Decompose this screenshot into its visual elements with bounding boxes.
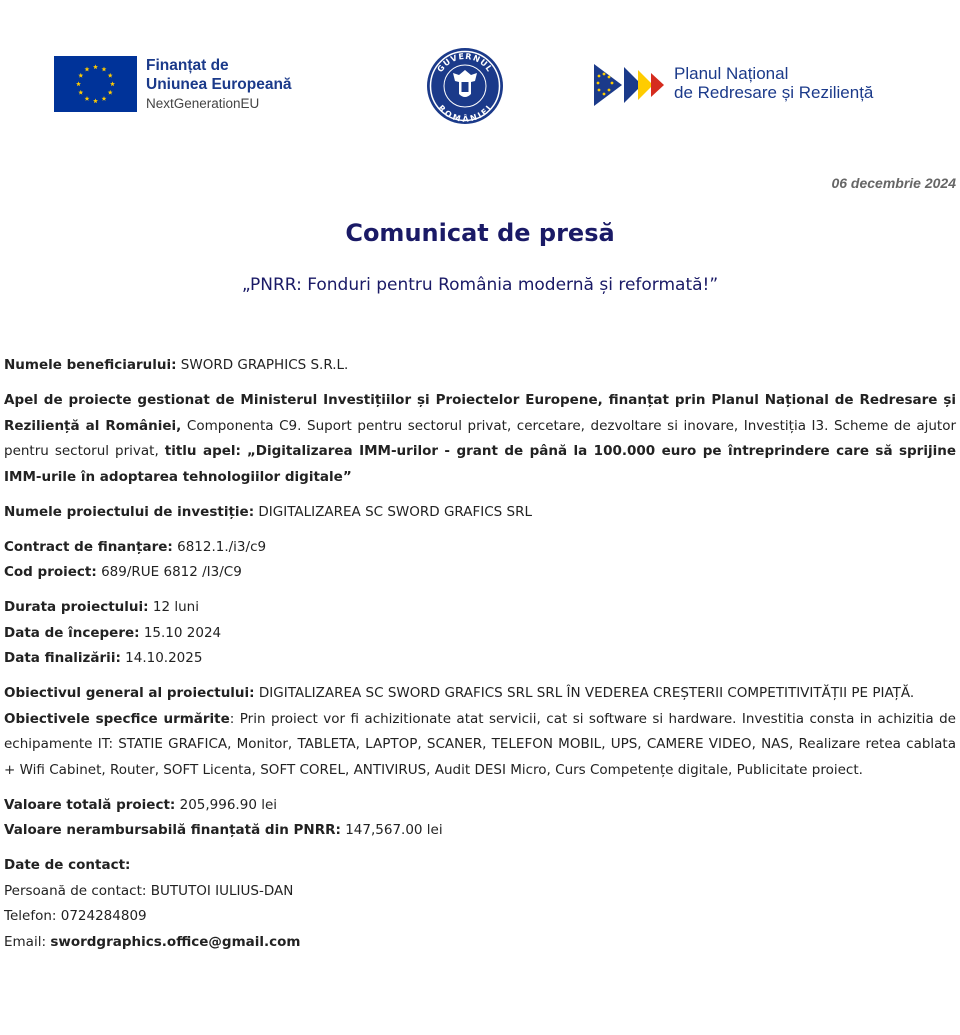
general-objective-row	[4, 681, 956, 707]
specific-objectives-value: : Prin proiect vor fi achizitionate atat servicii, cat si software si hardware. Investitia consta in achizitia de echipamente IT: STATIE GRAFICA, Monitor, TABLETA, LAPTOP, SCANER, TELEFON MOBIL, UPS, CAMERE VIDEO, NAS, Realizare retea cablata + Wifi Cabinet, Router, SOFT Licenta, SOFT COREL, ANTIVIRUS, Audit DESI Micro, Curs Competențe digitale, Publicitate proiect.	[4, 710, 956, 778]
beneficiary-value: SWORD GRAPHICS S.R.L.	[180, 357, 349, 373]
page-subtitle: „PNRR: Fonduri pentru România modernă și reformată!”	[241, 275, 719, 295]
specific-objectives-row	[4, 707, 956, 784]
duration-label: Durata proiectului:	[4, 599, 149, 615]
call-bold-text: Apel de proiecte gestionat de Ministerul Investițiilor și Proiectelor Europene, finanțat prin Planul Național de Redresare și Reziliență al României,	[4, 392, 956, 434]
contact-heading-text: Date de contact:	[4, 857, 131, 873]
eu-logo-line3: NextGenerationEU	[146, 96, 260, 111]
press-release-body	[4, 353, 956, 955]
start-date-row	[4, 621, 956, 647]
project-code-value: 689/RUE 6812 /I3/C9	[101, 564, 242, 580]
start-date-value: 15.10 2024	[143, 624, 222, 641]
pnrr-arrows-icon	[594, 64, 668, 110]
email-row	[4, 930, 956, 956]
project-code-row	[4, 560, 956, 586]
duration-row	[4, 595, 956, 621]
pnrr-logo	[594, 62, 924, 108]
general-objective-value: DIGITALIZAREA SC SWORD GRAFICS SRL SRL ÎN VEDEREA CREȘTERII COMPETITIVITĂȚII PE PIAȚĂ.	[258, 685, 915, 701]
phone-label: Telefon:	[4, 908, 57, 924]
project-name-row	[4, 500, 956, 526]
contact-person-row	[4, 879, 956, 905]
total-value-amount: 205,996.90 lei	[179, 796, 278, 813]
call-paragraph	[4, 388, 956, 490]
start-date-label: Data de începere:	[4, 624, 140, 641]
grant-value-amount: 147,567.00 lei	[345, 822, 443, 838]
grant-value-row	[4, 818, 956, 844]
phone-value: 0724284809	[60, 908, 147, 924]
contact-heading	[4, 853, 956, 879]
general-objective-label: Obiectivul general al proiectului:	[4, 685, 255, 701]
email-link[interactable]: swordgraphics.office@gmail.com	[50, 933, 301, 950]
call-title-value: „Digitalizarea IMM-urilor - grant de până la 100.000 euro pe întreprindere care să sprijine IMM-urile în adoptarea tehnologiilor digitale”	[4, 443, 956, 485]
project-name-label: Numele proiectului de investiție:	[4, 503, 255, 520]
grant-value-label: Valoare nerambursabilă finanțată din PNRR:	[4, 822, 341, 838]
eu-funding-logo	[54, 56, 324, 116]
call-title-label: titlu apel:	[164, 443, 241, 459]
publication-date: 06 decembrie 2024	[831, 175, 956, 191]
contract-value: 6812.1./i3/c9	[177, 538, 267, 555]
seal-bottom-text: ROMÂNIEI	[436, 103, 494, 124]
beneficiary-row	[4, 353, 956, 379]
end-date-label: Data finalizării:	[4, 650, 121, 666]
contact-person-value: BUTUTOI IULIUS-DAN	[150, 882, 294, 899]
duration-value: 12 luni	[152, 599, 199, 615]
project-name-value: DIGITALIZAREA SC SWORD GRAFICS SRL	[258, 503, 532, 520]
total-value-row	[4, 793, 956, 819]
romanian-government-seal-icon	[425, 46, 505, 126]
call-text: Componenta C9. Suport pentru sectorul privat, cercetare, dezvoltare si inovare, Investiția I3. Scheme de ajutor pentru sectorul privat,	[4, 417, 956, 459]
project-code-label: Cod proiect:	[4, 564, 97, 580]
seal-top-text: GUVERNUL	[435, 51, 495, 74]
specific-objectives-label: Obiectivele specfice urmărite	[4, 710, 230, 727]
total-value-label: Valoare totală proiect:	[4, 796, 176, 813]
end-date-value: 14.10.2025	[125, 650, 203, 666]
contact-person-label: Persoană de contact:	[4, 882, 147, 899]
contract-label: Contract de finanțare:	[4, 538, 173, 555]
contract-row	[4, 535, 956, 561]
email-label: Email:	[4, 933, 47, 950]
pnrr-logo-line1: Planul Național	[674, 64, 789, 83]
eu-flag-icon	[54, 56, 137, 112]
page-title: Comunicat de presă	[345, 219, 615, 247]
eu-logo-line2: Uniunea Europeană	[146, 76, 292, 93]
beneficiary-label: Numele beneficiarului:	[4, 357, 177, 373]
pnrr-logo-line2: de Redresare și Reziliență	[674, 83, 874, 102]
eu-logo-line1: Finanțat de	[146, 57, 229, 74]
phone-row	[4, 904, 956, 930]
end-date-row	[4, 646, 956, 672]
